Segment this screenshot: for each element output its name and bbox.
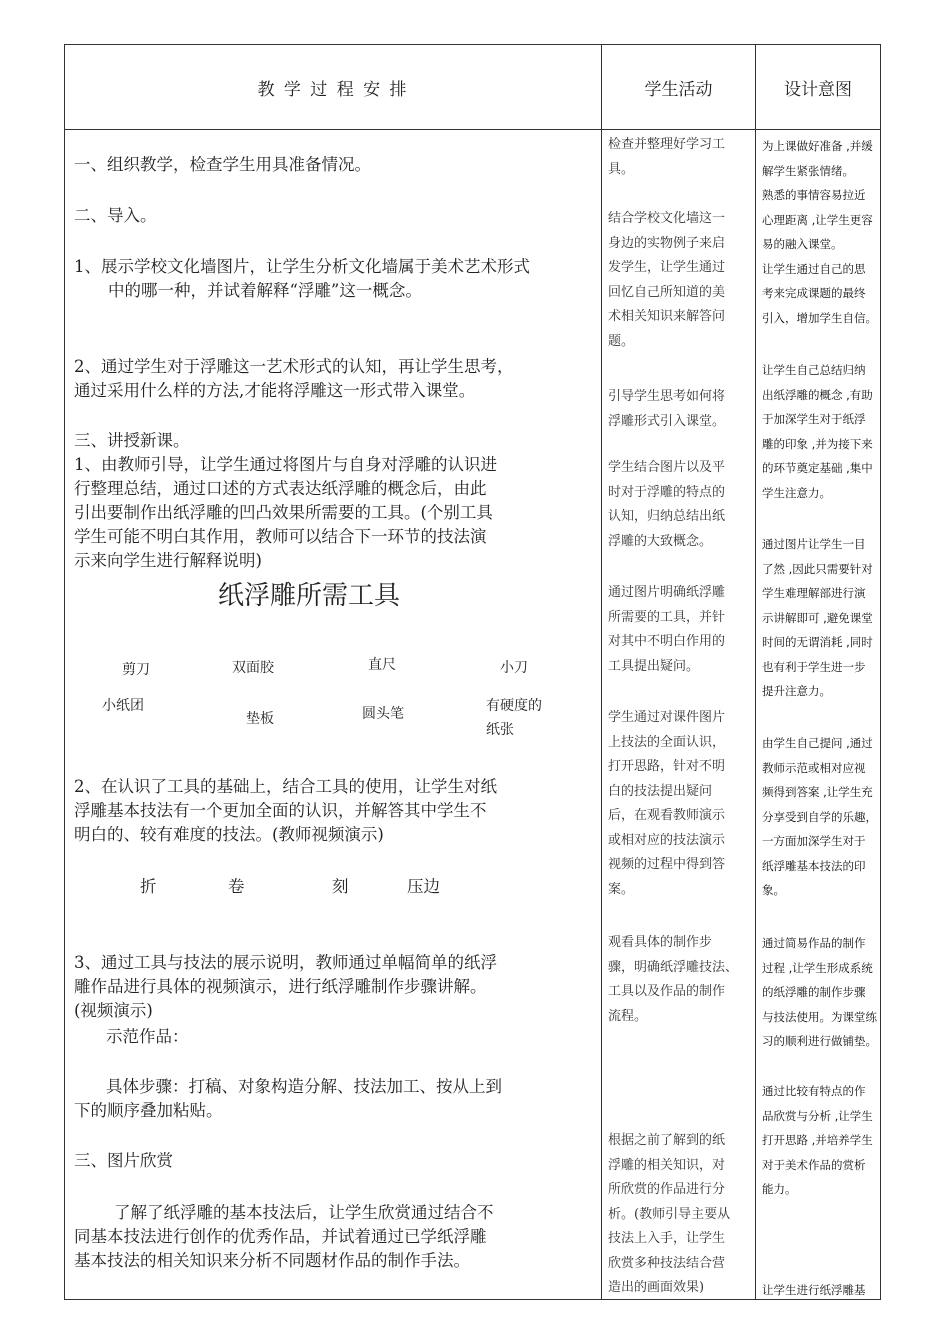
intent-i4-line: 象。	[762, 883, 785, 897]
intent-i5-line: 通过简易作品的制作	[762, 936, 866, 950]
intent-i6-line: 对于美术作品的赏析	[762, 1157, 866, 1172]
activity-a1-line: 检查并整理好学习工	[608, 137, 726, 152]
appreciation-line1: 了解了纸浮雕的基本技法后，让学生欣赏通过结合不	[114, 1203, 494, 1222]
tools-title: 纸浮雕所需工具	[218, 581, 401, 611]
intro-item-2-line1: 2、通过学生对于浮雕这一艺术形式的认知，再让学生思考，	[74, 357, 514, 376]
technique-fold: 折	[140, 877, 157, 896]
activity-a4-line: 认知，归纳总结出纸	[608, 509, 726, 524]
activity-a6-line: 后，在观看教师演示	[608, 808, 726, 823]
lesson-item-2-line2: 浮雕基本技法有一个更加全面的认识，并解答其中学生不	[74, 801, 487, 820]
lesson-item-1-line2: 行整理总结，通过口述的方式表达纸浮雕的概念后，由此	[74, 479, 487, 498]
activity-a2-line: 结合学校文化墙这一	[608, 211, 726, 226]
intent-i4-line: 频得到答案 ,让学生充	[762, 785, 873, 799]
technique-carve: 刻	[332, 877, 349, 896]
intent-i6-line: 品欣赏与分析 ,让学生	[762, 1108, 873, 1123]
activity-a3-line: 浮雕形式引入课堂。	[608, 413, 726, 429]
tool-ruler: 直尺	[368, 657, 396, 673]
tool-cutting-mat: 垫板	[246, 711, 274, 727]
intent-i3-line: 也有利于学生进一步	[762, 659, 866, 674]
intent-i2-line: 学生注意力。	[762, 485, 831, 500]
intent-i5-line: 的纸浮雕的制作步骤	[762, 985, 866, 999]
intent-i7-line: 让学生进行纸浮雕基	[762, 1283, 866, 1297]
intro-item-1-line1: 1、展示学校文化墙图片，让学生分析文化墙属于美术艺术形式	[74, 257, 530, 276]
activity-a8-line: 析。(教师引导主要从	[608, 1206, 731, 1222]
activity-a5-line: 工具提出疑问。	[608, 658, 700, 674]
intent-i1-line: 熟悉的事情容易拉近	[762, 188, 866, 202]
column-divider	[755, 45, 756, 1299]
appreciation-line3: 基本技法的相关知识来分析不同题材作品的制作手法。	[74, 1251, 470, 1270]
intent-i2-line: 雕的印象 ,并为接下来	[762, 436, 873, 451]
activity-a2-line: 题。	[608, 333, 635, 349]
activity-a2-line: 术相关知识来解答问	[608, 309, 726, 324]
intent-i4-line: 由学生自己提问 ,通过	[762, 736, 873, 750]
header-divider	[65, 129, 880, 130]
activity-a5-line: 对其中不明白作用的	[608, 634, 726, 649]
lesson-item-1-line5: 示来向学生进行解释说明)	[74, 551, 262, 570]
lesson-plan-table	[64, 44, 881, 1300]
intent-i5-line: 过程 ,让学生形成系统	[762, 960, 873, 975]
activity-a8-line: 根据之前了解到的纸	[608, 1133, 726, 1148]
intent-i5-line: 习的顺利进行做铺垫。	[762, 1034, 877, 1048]
tool-paper-ball: 小纸团	[102, 698, 144, 714]
activity-a7-line: 流程。	[608, 1008, 648, 1024]
activity-a6-line: 打开思路，针对不明	[608, 759, 726, 774]
tool-stiff-paper-line2: 纸张	[486, 722, 514, 738]
activity-a1-line: 具。	[608, 161, 635, 177]
activity-a6-line: 学生通过对课件图片	[608, 710, 726, 725]
activity-a4-line: 时对于浮雕的特点的	[608, 484, 726, 500]
intro-item-2-line2: 通过采用什么样的方法,才能将浮雕这一形式带入课堂。	[74, 381, 476, 400]
lesson-item-3-line2: 雕作品进行具体的视频演示，进行纸浮雕制作步骤讲解。	[74, 977, 487, 996]
activity-a7-line: 观看具体的制作步	[608, 935, 713, 950]
intent-i6-line: 通过比较有特点的作	[762, 1084, 866, 1098]
intent-i2-line: 出纸浮雕的概念 ,有助	[762, 387, 873, 402]
tool-scissors: 剪刀	[122, 662, 150, 678]
section-organize: 一、组织教学，检查学生用具准备情况。	[74, 155, 371, 174]
technique-roll: 卷	[228, 877, 245, 896]
activity-a7-line: 骤，明确纸浮雕技法、	[608, 959, 739, 975]
activity-a8-line: 欣赏多种技法结合营	[608, 1255, 726, 1271]
appreciation-line2: 同基本技法进行创作的优秀作品，并试着通过已学纸浮雕	[74, 1227, 487, 1246]
intent-i2-line: 让学生自己总结归纳	[762, 363, 866, 377]
intent-i3-line: 学生难理解部进行演	[762, 586, 866, 600]
intent-i5-line: 与技法使用。为课堂练	[762, 1009, 877, 1024]
tool-double-sided-tape: 双面胶	[232, 660, 274, 676]
steps-line1: 具体步骤：打稿、对象构造分解、技法加工、按从上到	[106, 1077, 502, 1096]
activity-a6-line: 上技法的全面认识，	[608, 734, 726, 750]
intent-i2-line: 的环节奠定基础 ,集中	[762, 461, 873, 475]
activity-a7-line: 工具以及作品的制作	[608, 984, 726, 999]
activity-a6-line: 或相对应的技法演示	[608, 832, 726, 848]
activity-a5-line: 所需要的工具，并针	[608, 609, 726, 625]
intent-i4-line: 教师示范或相对应视	[762, 760, 866, 775]
lesson-item-2-line1: 2、在认识了工具的基础上，结合工具的使用，让学生对纸	[74, 777, 497, 796]
header-design-intent: 设计意图	[784, 79, 852, 100]
intent-i1-line: 心理距离 ,让学生更容	[762, 212, 873, 227]
lesson-item-3-line3: (视频演示)	[74, 1001, 153, 1020]
activity-a8-line: 造出的画面效果)	[608, 1280, 705, 1295]
activity-a5-line: 通过图片明确纸浮雕	[608, 585, 726, 600]
header-teaching-process: 教 学 过 程 安 排	[257, 79, 409, 100]
intent-i4-line: 一方面加深学生对于	[762, 834, 866, 848]
lesson-item-3-line1: 3、通过工具与技法的展示说明，教师通过单幅简单的纸浮	[74, 953, 497, 972]
tool-knife: 小刀	[500, 660, 528, 676]
tool-stiff-paper-line1: 有硬度的	[486, 698, 542, 714]
intent-i2-line: 于加深学生对于纸浮	[762, 412, 866, 426]
intent-i3-line: 时间的无谓消耗 ,同时	[762, 635, 873, 649]
intro-item-1-line2: 中的哪一种，并试着解释“浮雕”这一概念。	[108, 281, 422, 300]
lesson-item-1-line1: 1、由教师引导，让学生通过将图片与自身对浮雕的认识进	[74, 455, 497, 474]
activity-a8-line: 技法上入手，让学生	[608, 1231, 726, 1246]
activity-a6-line: 视频的过程中得到答	[608, 857, 726, 872]
intent-i1-line: 解学生紧张情绪。	[762, 163, 854, 178]
activity-a2-line: 身边的实物例子来启	[608, 235, 726, 251]
technique-press-edge: 压边	[407, 877, 440, 896]
intent-i1-line: 为上课做好准备 ,并缓	[762, 139, 873, 153]
column-divider	[601, 45, 602, 1299]
activity-a2-line: 回忆自己所知道的美	[608, 284, 726, 300]
intent-i4-line: 分享受到自学的乐趣，	[762, 809, 877, 824]
intent-i1-line: 易的融入课堂。	[762, 237, 843, 251]
section-appreciation: 三、图片欣赏	[74, 1151, 173, 1170]
tool-ball-stylus: 圆头笔	[362, 706, 404, 722]
header-student-activity: 学生活动	[644, 79, 713, 100]
intent-i4-line: 纸浮雕基本技法的印	[762, 858, 866, 873]
intent-i3-line: 通过图片让学生一目	[762, 537, 866, 551]
activity-a4-line: 学生结合图片以及平	[608, 460, 726, 475]
lesson-item-2-line3: 明白的、较有难度的技法。(教师视频演示)	[74, 825, 384, 844]
intent-i3-line: 了然 ,因此只需要针对	[762, 561, 873, 576]
activity-a3-line: 引导学生思考如何将	[608, 389, 726, 404]
activity-a4-line: 浮雕的大致概念。	[608, 533, 713, 549]
intent-i1-line: 引入，增加学生自信。	[762, 310, 877, 325]
section-new-lesson: 三、讲授新课。	[74, 431, 190, 450]
steps-line2: 下的顺序叠加粘贴。	[74, 1101, 223, 1120]
intent-i1-line: 让学生通过自己的思	[762, 261, 866, 276]
intent-i3-line: 示讲解即可 ,避免课堂	[762, 610, 873, 625]
activity-a6-line: 白的技法提出疑问	[608, 783, 713, 799]
activity-a8-line: 所欣赏的作品进行分	[608, 1182, 726, 1197]
intent-i3-line: 提升注意力。	[762, 684, 831, 698]
intent-i6-line: 能力。	[762, 1182, 797, 1196]
lesson-item-1-line3: 引出要制作出纸浮雕的凹凸效果所需要的工具。(个别工具	[74, 503, 493, 522]
activity-a2-line: 发学生，让学生通过	[608, 260, 726, 275]
activity-a6-line: 案。	[608, 881, 635, 897]
intent-i1-line: 考来完成课题的最终	[762, 286, 866, 300]
intent-i6-line: 打开思路 ,并培养学生	[762, 1133, 873, 1147]
lesson-item-1-line4: 学生可能不明白其作用，教师可以结合下一环节的技法演	[74, 527, 487, 546]
section-intro: 二、导入。	[74, 206, 157, 225]
activity-a8-line: 浮雕的相关知识，对	[608, 1157, 726, 1173]
demo-work-label: 示范作品：	[106, 1027, 189, 1046]
